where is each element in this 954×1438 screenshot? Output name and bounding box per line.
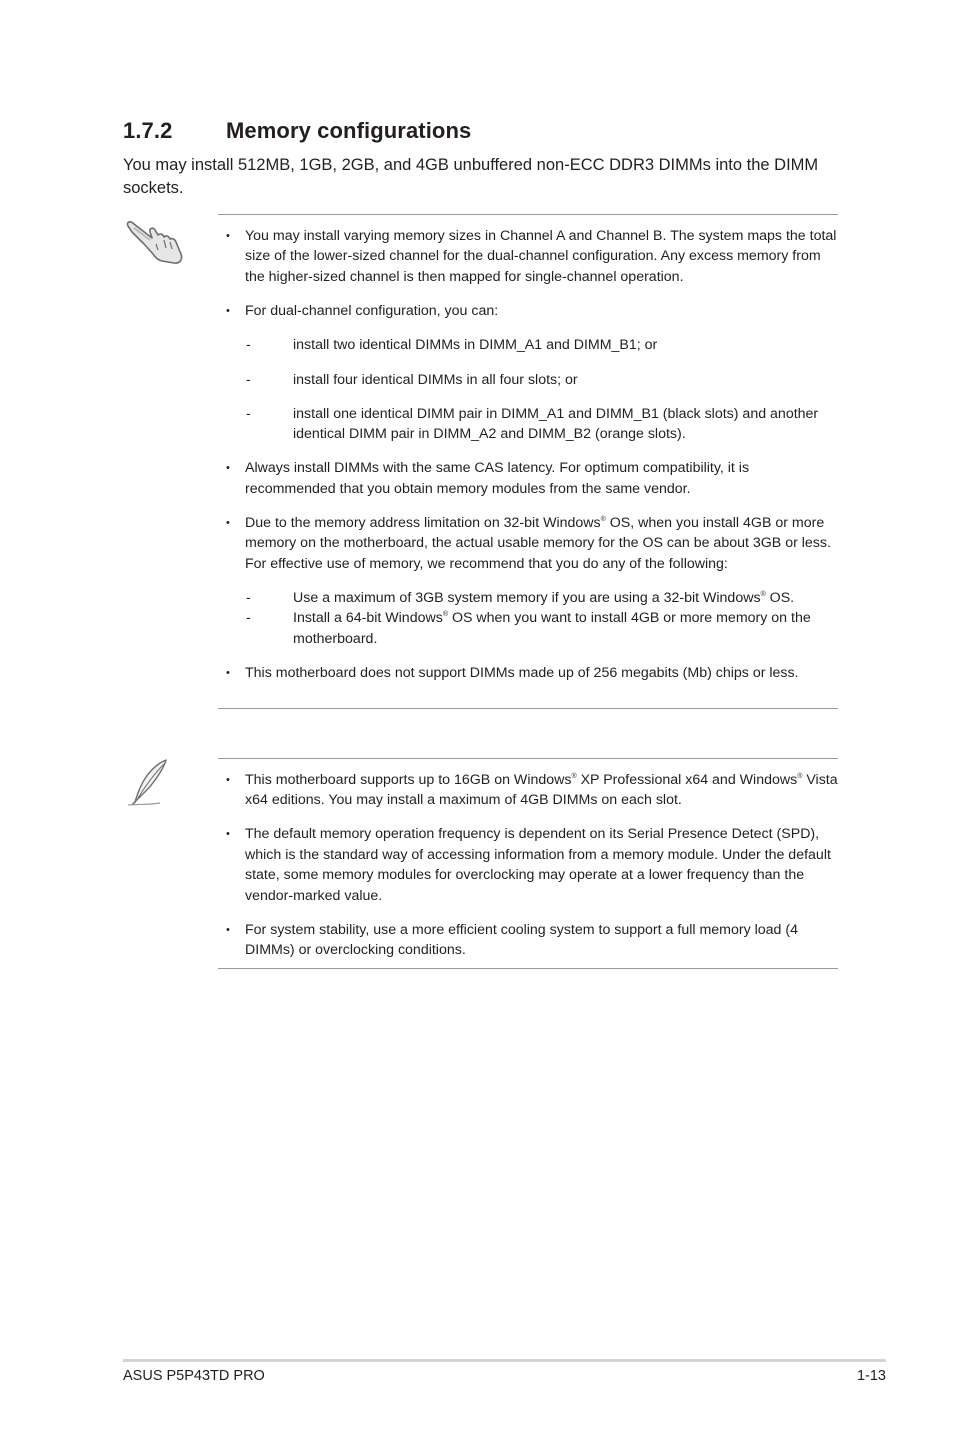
bullet: •	[226, 828, 230, 841]
footer-rule	[123, 1359, 886, 1362]
sub-item	[218, 588, 838, 608]
registered-mark: ®	[797, 773, 803, 780]
sub-item	[218, 370, 838, 390]
sub-item-text-b: OS.	[765, 590, 795, 607]
section-title: Memory configurations	[226, 118, 472, 143]
sub-item	[218, 404, 838, 445]
sub-item-text: install two identical DIMMs in DIMM_A1 and DIMM_B1; or	[293, 337, 658, 354]
quill-pen-icon	[126, 758, 172, 813]
item-text-b: OS, when you install 4GB or more memory on the motherboard, the actual usable memory for the OS can be about 3GB or less. For effective use of memory, we recommend that you do any of the following:	[245, 514, 831, 572]
sub-item	[218, 335, 838, 355]
item-text-a: Due to the memory address limitation on 32-bit Windows	[245, 514, 601, 531]
dash: -	[246, 610, 251, 627]
section-heading	[123, 118, 471, 144]
registered-mark: ®	[571, 773, 577, 780]
item-text: You may install varying memory sizes in Channel A and Channel B. The system maps the total size of the lower-sized channel for the dual-channel configuration. Any excess memory from the higher-sized channel is then mapped for single-channel operation.	[245, 228, 837, 285]
list-item	[218, 226, 838, 287]
list-item	[218, 458, 838, 499]
hand-pointer-icon	[122, 218, 186, 273]
item-text: The default memory operation frequency is dependent on its Serial Presence Detect (SPD), which is the standard way of accessing information from a memory module. Under the default state, some memory modules for overclocking may operate at a lower frequency than the vendor-marked value.	[245, 826, 831, 904]
item-text-b: XP Professional x64 and Windows	[576, 772, 798, 788]
footer-product: ASUS P5P43TD PRO	[123, 1368, 265, 1384]
sub-item-text-a: Use a maximum of 3GB system memory if you are using a 32-bit Windows	[293, 590, 761, 607]
bullet: •	[226, 462, 230, 475]
dash: -	[246, 406, 251, 423]
dash: -	[246, 590, 251, 607]
item-text-c: Vista x64 editions. You may install a maximum of 4GB DIMMs on each slot.	[245, 772, 838, 809]
item-text: This motherboard does not support DIMMs made up of 256 megabits (Mb) chips or less.	[245, 664, 799, 681]
sub-item	[218, 608, 838, 649]
item-text-a: This motherboard supports up to 16GB on Windows	[245, 772, 572, 788]
registered-mark: ®	[600, 515, 606, 523]
bullet: •	[226, 304, 230, 317]
sub-item-text: install four identical DIMMs in all four slots; or	[293, 371, 578, 388]
list-item	[218, 513, 838, 574]
section-number: 1.7.2	[123, 118, 173, 143]
sub-item-text-b: OS when you want to install 4GB or more memory on the motherboard.	[293, 610, 811, 647]
list-item	[218, 301, 838, 321]
intro-paragraph: You may install 512MB, 1GB, 2GB, and 4GB unbuffered non-ECC DDR3 DIMMs into the DIMM sockets.	[123, 156, 819, 197]
footer-page-number: 1-13	[856, 1368, 886, 1384]
note-list	[218, 770, 838, 960]
list-item	[218, 824, 838, 906]
list-item	[218, 920, 838, 961]
registered-mark: ®	[760, 591, 766, 599]
bullet: •	[226, 230, 230, 242]
bullet: •	[226, 516, 230, 529]
item-text: For system stability, use a more efficient cooling system to support a full memory load (4 DIMMs) or overclocking conditions.	[245, 921, 799, 959]
bullet: •	[226, 774, 230, 786]
list-item	[218, 770, 838, 811]
sub-item-text: install one identical DIMM pair in DIMM_A1 and DIMM_B1 (black slots) and another identical DIMM pair in DIMM_A2 and DIMM_B2 (orange slots).	[293, 406, 819, 443]
item-text: For dual-channel configuration, you can:	[245, 302, 499, 319]
sub-item-text-a: Install a 64-bit Windows	[293, 610, 443, 627]
important-list	[218, 226, 838, 683]
registered-mark: ®	[442, 611, 448, 619]
bullet: •	[226, 666, 230, 679]
dash: -	[246, 371, 251, 388]
dash: -	[246, 337, 251, 354]
item-text: Always install DIMMs with the same CAS latency. For optimum compatibility, it is recommended that you obtain memory modules from the same vendor.	[245, 460, 750, 497]
bullet: •	[226, 923, 230, 936]
list-item	[218, 663, 838, 683]
